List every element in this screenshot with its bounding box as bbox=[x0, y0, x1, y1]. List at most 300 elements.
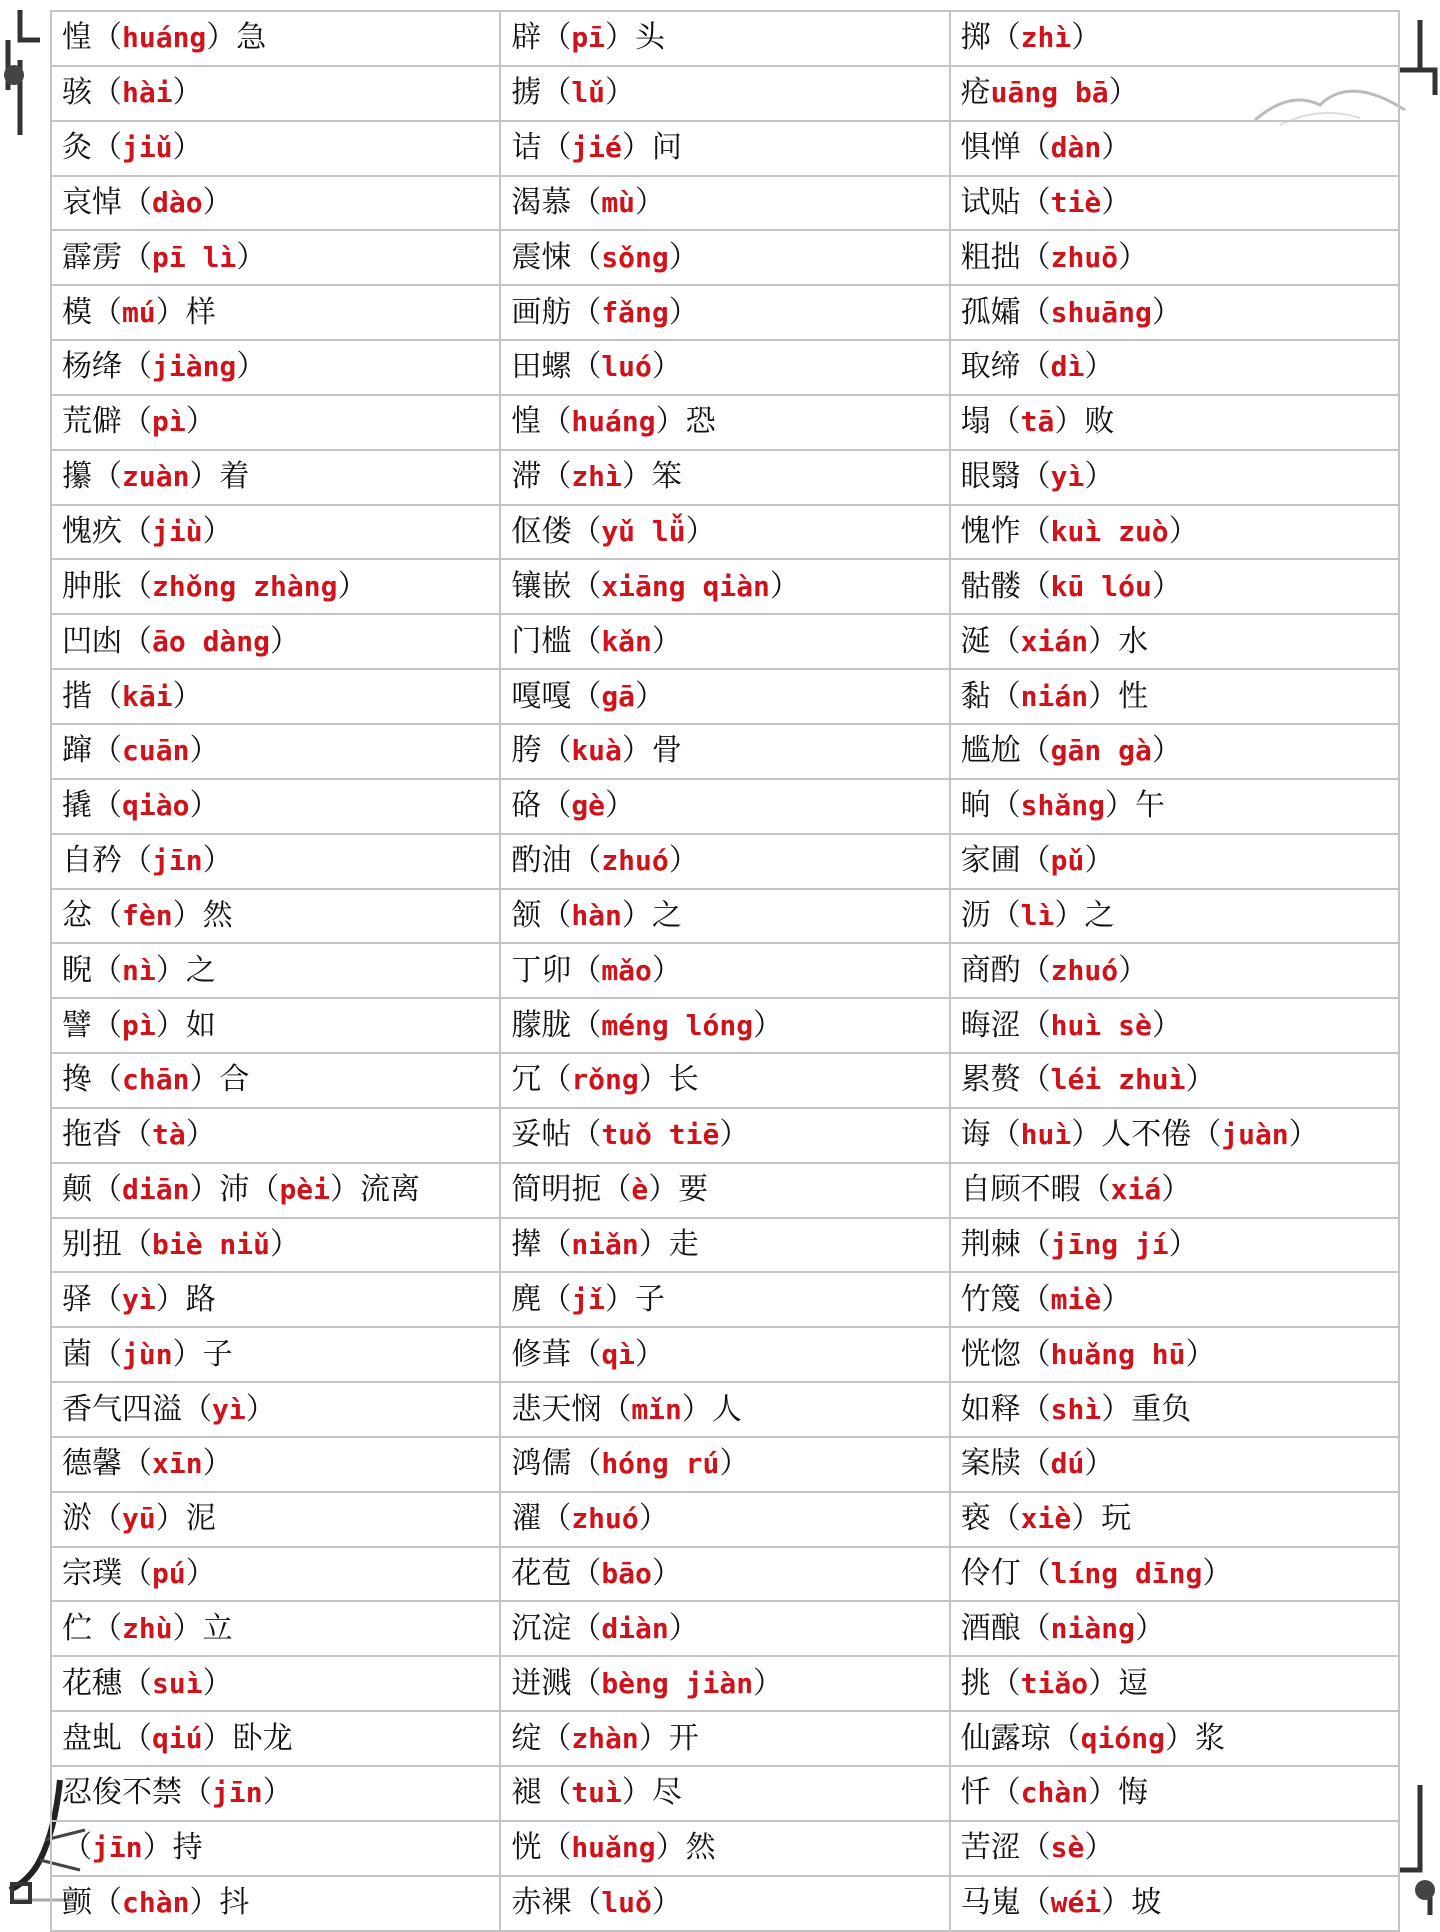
hanzi-text: ）笨 bbox=[621, 459, 682, 495]
hanzi-text: ）如 bbox=[155, 1007, 216, 1043]
hanzi-text: 试贴（ bbox=[960, 184, 1051, 220]
hanzi-text: 颔（ bbox=[511, 897, 572, 933]
hanzi-text: ） bbox=[1084, 1830, 1115, 1866]
table-row bbox=[51, 1382, 1399, 1437]
pinyin-text: pī lì bbox=[152, 240, 237, 274]
pinyin-text: hài bbox=[122, 76, 173, 110]
table-row bbox=[51, 1766, 1399, 1821]
hanzi-text: ）人 bbox=[681, 1391, 742, 1427]
hanzi-text: ）抖 bbox=[189, 1885, 250, 1921]
hanzi-text: ） bbox=[605, 75, 636, 111]
hanzi-text: 绽（ bbox=[511, 1720, 572, 1756]
pinyin-text: yì bbox=[1050, 460, 1085, 494]
table-cell bbox=[51, 1272, 500, 1327]
pinyin-text: hàn bbox=[571, 898, 622, 932]
pinyin-text: zhǒng zhàng bbox=[152, 569, 338, 603]
hanzi-text: ） bbox=[1202, 1556, 1233, 1592]
table-row bbox=[51, 943, 1399, 998]
table-cell bbox=[950, 395, 1399, 450]
pinyin-text: yǔ lǚ bbox=[601, 515, 686, 549]
table-cell bbox=[950, 1766, 1399, 1821]
hanzi-text: ） bbox=[668, 843, 699, 879]
table-row bbox=[51, 1163, 1399, 1218]
pinyin-text: sè bbox=[1050, 1831, 1085, 1865]
hanzi-text: 诲（ bbox=[960, 1117, 1021, 1153]
table-cell bbox=[500, 1053, 949, 1108]
hanzi-text: ）坡 bbox=[1101, 1885, 1162, 1921]
hanzi-text: ）合 bbox=[189, 1062, 250, 1098]
hanzi-text: 自顾不暇（ bbox=[960, 1172, 1111, 1208]
table-cell bbox=[51, 889, 500, 944]
table-row bbox=[51, 1437, 1399, 1492]
hanzi-text: ） bbox=[189, 788, 220, 824]
hanzi-text: 赤裸（ bbox=[511, 1885, 602, 1921]
hanzi-text: ）流离 bbox=[330, 1172, 421, 1208]
hanzi-text: 模（ bbox=[62, 294, 122, 330]
hanzi-text: ）开 bbox=[638, 1720, 699, 1756]
hanzi-text: 惶（ bbox=[62, 20, 122, 56]
table-cell bbox=[500, 943, 949, 998]
table-cell bbox=[51, 285, 500, 340]
pinyin-text: cuān bbox=[122, 734, 190, 768]
table-row bbox=[51, 505, 1399, 560]
pinyin-text: jīn bbox=[92, 1831, 143, 1865]
hanzi-text: 麂（ bbox=[511, 1281, 572, 1317]
table-row bbox=[51, 1656, 1399, 1711]
table-cell bbox=[500, 1163, 949, 1218]
pinyin-text: pǔ bbox=[1050, 844, 1085, 878]
pinyin-text: jiǔ bbox=[122, 131, 173, 165]
pinyin-text: jīn bbox=[212, 1776, 263, 1810]
table-cell bbox=[500, 834, 949, 889]
hanzi-text: ）败 bbox=[1054, 404, 1115, 440]
hanzi-text: ）沛（ bbox=[189, 1172, 280, 1208]
hanzi-text: ） bbox=[1101, 130, 1132, 166]
pinyin-text: jié bbox=[571, 131, 622, 165]
pinyin-text: dàn bbox=[1050, 131, 1102, 165]
hanzi-text: 妥帖（ bbox=[511, 1117, 602, 1153]
table-cell bbox=[950, 1601, 1399, 1656]
pinyin-text: diàn bbox=[601, 1611, 669, 1645]
table-row bbox=[51, 1327, 1399, 1382]
hanzi-text: ）长 bbox=[638, 1062, 699, 1098]
hanzi-text: ） bbox=[172, 678, 203, 714]
hanzi-text: 撵（ bbox=[511, 1226, 572, 1262]
table-cell bbox=[500, 559, 949, 614]
hanzi-text: ）恐 bbox=[655, 404, 716, 440]
table-cell bbox=[51, 450, 500, 505]
pinyin-text: pì bbox=[122, 1008, 156, 1042]
pinyin-text: huǎng bbox=[571, 1831, 656, 1865]
hanzi-text: 鸿儒（ bbox=[511, 1446, 602, 1482]
hanzi-text: 马嵬（ bbox=[960, 1885, 1051, 1921]
table-cell bbox=[950, 1711, 1399, 1766]
table-cell bbox=[950, 1492, 1399, 1547]
pinyin-text: dào bbox=[152, 185, 203, 219]
pinyin-text: niàng bbox=[1050, 1611, 1135, 1645]
pinyin-text: pì bbox=[152, 405, 186, 439]
pinyin-text: chàn bbox=[1020, 1776, 1089, 1810]
hanzi-text: 惶（ bbox=[511, 404, 572, 440]
table-cell bbox=[500, 176, 949, 231]
pinyin-text: zhù bbox=[122, 1611, 173, 1645]
hanzi-text: ） bbox=[172, 75, 203, 111]
hanzi-text: 辟（ bbox=[511, 20, 572, 56]
pinyin-text: gān gà bbox=[1050, 734, 1152, 768]
table-row bbox=[51, 779, 1399, 834]
hanzi-text: 睨（ bbox=[62, 952, 122, 988]
table-cell bbox=[950, 1163, 1399, 1218]
pinyin-text: xiá bbox=[1110, 1173, 1162, 1207]
hanzi-text: ）立 bbox=[172, 1610, 233, 1646]
table-cell bbox=[950, 779, 1399, 834]
hanzi-text: 硌（ bbox=[511, 788, 572, 824]
hanzi-text: 朦胧（ bbox=[511, 1007, 602, 1043]
hanzi-text: ） bbox=[185, 1117, 216, 1153]
pinyin-text: zhuō bbox=[1050, 240, 1119, 274]
hanzi-text: 淤（ bbox=[62, 1501, 122, 1537]
hanzi-text: ） bbox=[1151, 294, 1182, 330]
hanzi-text: 驿（ bbox=[62, 1281, 122, 1317]
hanzi-text: 荒僻（ bbox=[62, 404, 152, 440]
hanzi-text: ） bbox=[638, 1501, 669, 1537]
table-cell bbox=[51, 1327, 500, 1382]
table-cell bbox=[500, 1272, 949, 1327]
pinyin-text: juàn bbox=[1221, 1118, 1289, 1152]
table-cell bbox=[500, 1492, 949, 1547]
hanzi-text: ）子 bbox=[172, 1336, 233, 1372]
table-cell bbox=[500, 340, 949, 395]
hanzi-text: ） bbox=[270, 623, 301, 659]
pinyin-text: zhàn bbox=[571, 1721, 639, 1755]
pinyin-text: rǒng bbox=[571, 1063, 639, 1097]
hanzi-text: 荆棘（ bbox=[960, 1226, 1051, 1262]
hanzi-text: ）性 bbox=[1088, 678, 1149, 714]
table-cell bbox=[950, 1272, 1399, 1327]
pinyin-text: bāo bbox=[601, 1557, 652, 1591]
hanzi-text: ）人不倦（ bbox=[1071, 1117, 1222, 1153]
table-cell bbox=[500, 889, 949, 944]
hanzi-text: 忏（ bbox=[960, 1775, 1021, 1811]
table-cell bbox=[500, 779, 949, 834]
pinyin-text: diān bbox=[122, 1173, 190, 1207]
hanzi-text: 挑（ bbox=[960, 1665, 1021, 1701]
pinyin-text: pī bbox=[571, 21, 606, 55]
hanzi-text: ） bbox=[668, 294, 699, 330]
pinyin-text: luó bbox=[601, 350, 652, 384]
pinyin-text: uāng bā bbox=[990, 76, 1109, 110]
hanzi-text: ） bbox=[185, 1556, 216, 1592]
table-cell bbox=[950, 1108, 1399, 1163]
hanzi-text: 花苞（ bbox=[511, 1556, 602, 1592]
hanzi-text: ）子 bbox=[605, 1281, 666, 1317]
hanzi-text: ） bbox=[1108, 75, 1139, 111]
table-cell bbox=[500, 998, 949, 1053]
table-cell bbox=[950, 669, 1399, 724]
hanzi-text: 丁卯（ bbox=[511, 952, 602, 988]
hanzi-text: 颠（ bbox=[62, 1172, 122, 1208]
table-cell bbox=[950, 176, 1399, 231]
pinyin-text: kǎn bbox=[601, 624, 652, 658]
hanzi-text: ） bbox=[1185, 1336, 1216, 1372]
table-cell bbox=[950, 230, 1399, 285]
table-cell bbox=[500, 1218, 949, 1273]
pinyin-text: zhì bbox=[1020, 21, 1072, 55]
hanzi-text: ） bbox=[651, 349, 682, 385]
pinyin-text: shǎng bbox=[1020, 789, 1105, 823]
pinyin-text: gā bbox=[601, 679, 636, 713]
table-cell bbox=[500, 66, 949, 121]
hanzi-text: ） bbox=[685, 514, 716, 550]
pinyin-text: shuāng bbox=[1050, 295, 1152, 329]
table-cell bbox=[51, 340, 500, 395]
table-cell bbox=[500, 121, 949, 176]
pinyin-text: suì bbox=[152, 1666, 203, 1700]
pinyin-text: nián bbox=[1020, 679, 1089, 713]
pinyin-text: fèn bbox=[122, 898, 173, 932]
table-cell bbox=[500, 1382, 949, 1437]
table-cell bbox=[500, 285, 949, 340]
hanzi-text: 别扭（ bbox=[62, 1226, 152, 1262]
hanzi-text: 疮 bbox=[960, 75, 991, 111]
hanzi-text: 香气四溢（ bbox=[62, 1391, 212, 1427]
hanzi-text: 伛偻（ bbox=[511, 514, 602, 550]
table-cell bbox=[500, 669, 949, 724]
hanzi-text: ）重负 bbox=[1101, 1391, 1192, 1427]
pinyin-text: è bbox=[631, 1173, 649, 1207]
table-cell bbox=[500, 614, 949, 669]
table-cell bbox=[51, 1218, 500, 1273]
hanzi-text: 譬（ bbox=[62, 1007, 122, 1043]
corner-ornament-bottom-left-icon bbox=[8, 1880, 48, 1920]
hanzi-text: 竹篾（ bbox=[960, 1281, 1051, 1317]
table-cell bbox=[500, 1601, 949, 1656]
hanzi-text: 眼翳（ bbox=[960, 459, 1051, 495]
hanzi-text: 诘（ bbox=[511, 130, 572, 166]
hanzi-text: ） bbox=[605, 788, 636, 824]
hanzi-text: 愧怍（ bbox=[960, 514, 1051, 550]
hanzi-text: ） bbox=[1168, 1226, 1199, 1262]
hanzi-text: ）玩 bbox=[1071, 1501, 1132, 1537]
hanzi-text: 沥（ bbox=[960, 897, 1021, 933]
hanzi-text: 涎（ bbox=[960, 623, 1021, 659]
pinyin-text: bèng jiàn bbox=[601, 1666, 754, 1700]
table-cell bbox=[950, 66, 1399, 121]
hanzi-text: ） bbox=[1084, 843, 1115, 879]
hanzi-text: ） bbox=[651, 1885, 682, 1921]
hanzi-text: ） bbox=[245, 1391, 276, 1427]
hanzi-text: ）尽 bbox=[621, 1775, 682, 1811]
hanzi-text: 恍（ bbox=[511, 1830, 572, 1866]
table-row bbox=[51, 11, 1399, 66]
hanzi-text: 搀（ bbox=[62, 1062, 122, 1098]
table-cell bbox=[950, 1821, 1399, 1876]
hanzi-text: ） bbox=[172, 130, 203, 166]
hanzi-text: 忿（ bbox=[62, 897, 122, 933]
table-cell bbox=[950, 614, 1399, 669]
table-cell bbox=[950, 1218, 1399, 1273]
table-cell bbox=[51, 1053, 500, 1108]
hanzi-text: ） bbox=[1288, 1117, 1319, 1153]
pinyin-table bbox=[50, 10, 1400, 1932]
pinyin-text: mú bbox=[122, 295, 156, 329]
table-row bbox=[51, 395, 1399, 450]
pinyin-text: yì bbox=[122, 1282, 156, 1316]
hanzi-text: 颤（ bbox=[62, 1885, 122, 1921]
pinyin-text: kū lóu bbox=[1050, 569, 1152, 603]
table-row bbox=[51, 1053, 1399, 1108]
table-row bbox=[51, 1547, 1399, 1602]
table-cell bbox=[51, 614, 500, 669]
hanzi-text: 揩（ bbox=[62, 678, 122, 714]
hanzi-text: 苦涩（ bbox=[960, 1830, 1051, 1866]
hanzi-text: ） bbox=[1118, 952, 1149, 988]
table-row bbox=[51, 1272, 1399, 1327]
pinyin-text: kāi bbox=[122, 679, 173, 713]
pinyin-text: jiàng bbox=[152, 350, 237, 384]
table-cell bbox=[500, 1766, 949, 1821]
table-cell bbox=[51, 1656, 500, 1711]
hanzi-text: ）之 bbox=[1054, 897, 1115, 933]
hanzi-text: ）急 bbox=[206, 20, 267, 56]
pinyin-text: chàn bbox=[122, 1886, 190, 1920]
pinyin-text: xīn bbox=[152, 1447, 203, 1481]
hanzi-text: ）然 bbox=[172, 897, 233, 933]
pinyin-text: gè bbox=[571, 789, 606, 823]
hanzi-text: 渴慕（ bbox=[511, 184, 602, 220]
table-cell bbox=[51, 121, 500, 176]
pinyin-text: zhì bbox=[571, 460, 622, 494]
table-row bbox=[51, 998, 1399, 1053]
pinyin-text: nì bbox=[122, 953, 156, 987]
pinyin-text: léi zhuì bbox=[1050, 1063, 1186, 1097]
hanzi-text: 田螺（ bbox=[511, 349, 602, 385]
table-cell bbox=[950, 943, 1399, 998]
table-cell bbox=[51, 1766, 500, 1821]
hanzi-text: ） bbox=[719, 1446, 750, 1482]
table-cell bbox=[500, 1327, 949, 1382]
table-row bbox=[51, 1492, 1399, 1547]
hanzi-text: 家圃（ bbox=[960, 843, 1051, 879]
hanzi-text: ）样 bbox=[155, 294, 216, 330]
table-row bbox=[51, 1601, 1399, 1656]
pinyin-text: xiāng qiàn bbox=[601, 569, 770, 603]
hanzi-text: 沉淀（ bbox=[511, 1610, 602, 1646]
hanzi-text: ） bbox=[719, 1117, 750, 1153]
hanzi-text: ） bbox=[1071, 20, 1102, 56]
table-cell bbox=[950, 285, 1399, 340]
pinyin-table-body bbox=[51, 11, 1399, 1931]
hanzi-text: ）悔 bbox=[1088, 1775, 1149, 1811]
table-cell bbox=[51, 559, 500, 614]
hanzi-text: ） bbox=[236, 239, 267, 275]
pinyin-text: qì bbox=[601, 1337, 636, 1371]
pinyin-text: dú bbox=[1050, 1447, 1085, 1481]
hanzi-text: 撬（ bbox=[62, 788, 122, 824]
pinyin-text: biè niǔ bbox=[152, 1227, 271, 1261]
hanzi-text: 霹雳（ bbox=[62, 239, 152, 275]
hanzi-text: ） bbox=[1151, 568, 1182, 604]
hanzi-text: 画舫（ bbox=[511, 294, 602, 330]
table-cell bbox=[500, 1821, 949, 1876]
table-cell bbox=[950, 1382, 1399, 1437]
hanzi-text: ）头 bbox=[605, 20, 666, 56]
pinyin-text: mù bbox=[601, 185, 636, 219]
pinyin-text: huǎng hū bbox=[1050, 1337, 1186, 1371]
hanzi-text: 骇（ bbox=[62, 75, 122, 111]
table-cell bbox=[950, 1327, 1399, 1382]
hanzi-text: 褪（ bbox=[511, 1775, 572, 1811]
pinyin-text: jīng jí bbox=[1050, 1227, 1169, 1261]
pinyin-text: yū bbox=[122, 1502, 156, 1536]
pinyin-text: tuì bbox=[571, 1776, 622, 1810]
hanzi-text: ） bbox=[1118, 239, 1149, 275]
hanzi-text: ）路 bbox=[155, 1281, 216, 1317]
hanzi-text: ） bbox=[651, 952, 682, 988]
hanzi-text: ）浆 bbox=[1164, 1720, 1225, 1756]
hanzi-text: ） bbox=[202, 1665, 233, 1701]
pinyin-text: mǎo bbox=[601, 953, 652, 987]
hanzi-text: 忍俊不禁（ bbox=[62, 1775, 212, 1811]
table-cell bbox=[950, 340, 1399, 395]
table-cell bbox=[51, 1108, 500, 1163]
hanzi-text: 镶嵌（ bbox=[511, 568, 602, 604]
hanzi-text: 累赘（ bbox=[960, 1062, 1051, 1098]
hanzi-text: ） bbox=[1134, 1610, 1165, 1646]
table-row bbox=[51, 834, 1399, 889]
hanzi-text: 取缔（ bbox=[960, 349, 1051, 385]
table-row bbox=[51, 1711, 1399, 1766]
hanzi-text: 惧惮（ bbox=[960, 130, 1051, 166]
hanzi-text: ） bbox=[1101, 184, 1132, 220]
hanzi-text: ） bbox=[635, 678, 666, 714]
hanzi-text: （ bbox=[62, 1830, 92, 1866]
pinyin-text: méng lóng bbox=[601, 1008, 754, 1042]
pinyin-text: mǐn bbox=[631, 1392, 682, 1426]
hanzi-text: ） bbox=[1084, 459, 1115, 495]
table-row bbox=[51, 230, 1399, 285]
hanzi-text: 哀悼（ bbox=[62, 184, 152, 220]
table-cell bbox=[500, 450, 949, 505]
hanzi-text: 嘎嘎（ bbox=[511, 678, 602, 714]
hanzi-text: 如释（ bbox=[960, 1391, 1051, 1427]
hanzi-text: 简明扼（ bbox=[511, 1172, 632, 1208]
pinyin-text: huáng bbox=[122, 21, 207, 55]
table-cell bbox=[500, 1437, 949, 1492]
hanzi-text: 掳（ bbox=[511, 75, 572, 111]
pinyin-text: zhuó bbox=[571, 1502, 639, 1536]
pinyin-text: zhuó bbox=[1050, 953, 1119, 987]
table-cell bbox=[51, 1547, 500, 1602]
table-cell bbox=[500, 1108, 949, 1163]
hanzi-text: 濯（ bbox=[511, 1501, 572, 1537]
pinyin-text: shì bbox=[1050, 1392, 1102, 1426]
hanzi-text: 恍惚（ bbox=[960, 1336, 1051, 1372]
pinyin-text: niǎn bbox=[571, 1227, 639, 1261]
hanzi-text: 修葺（ bbox=[511, 1336, 602, 1372]
hanzi-text: 亵（ bbox=[960, 1501, 1021, 1537]
hanzi-text: 拖沓（ bbox=[62, 1117, 152, 1153]
hanzi-text: 掷（ bbox=[960, 20, 1021, 56]
hanzi-text: 案牍（ bbox=[960, 1446, 1051, 1482]
table-cell bbox=[950, 1437, 1399, 1492]
hanzi-text: ） bbox=[202, 1446, 233, 1482]
table-cell bbox=[51, 724, 500, 779]
hanzi-text: 商酌（ bbox=[960, 952, 1051, 988]
pinyin-text: chān bbox=[122, 1063, 190, 1097]
hanzi-text: ） bbox=[262, 1775, 293, 1811]
table-row bbox=[51, 176, 1399, 231]
